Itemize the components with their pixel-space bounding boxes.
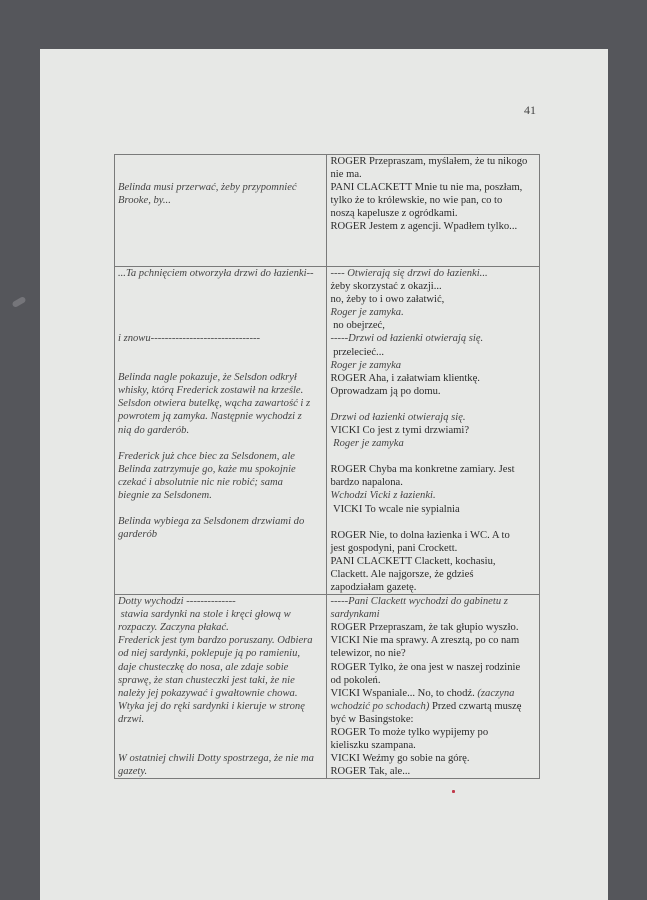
dialogue-line: PANI CLACKETT Mnie tu nie ma, poszłam,	[330, 182, 523, 194]
stage-direction-line: Belinda wybiega za Selsdonem drzwiami do	[118, 516, 305, 528]
stage-direction-line: powrotem ją zamyka. Następnie wychodzi z	[118, 411, 302, 423]
stage-direction-line: Frederick już chce biec za Selsdonem, ale	[118, 450, 295, 462]
stage-directions-cell	[115, 595, 327, 779]
dialogue-line: VICKI Weźmy go sobie na górę.	[330, 753, 470, 765]
page-number: 41	[524, 103, 536, 117]
stage-direction-line	[118, 168, 324, 181]
dialogue-line: noszą kapelusze z ogródkami.	[330, 208, 458, 220]
dialogue-line	[330, 687, 537, 700]
stage-direction-line	[118, 437, 324, 450]
stage-direction-line: garderób	[118, 529, 158, 541]
stage-direction-line: i znowu-------------------------------	[118, 333, 261, 345]
dialogue-line	[330, 516, 537, 529]
dialogue-line: ROGER Tylko, że ona jest w naszej rodzinie	[330, 661, 521, 673]
dialogue-line: VICKI Co jest z tymi drzwiami?	[330, 425, 470, 437]
dialogue-line: telewizor, no nie?	[330, 648, 406, 660]
dialogue-line: VICKI To wcale nie sypialnia	[330, 503, 460, 515]
dialogue-line: Drzwi od łazienki otwierają się.	[330, 411, 466, 423]
dialogue-line	[330, 450, 537, 463]
stage-direction-inline: wchodzić po schodach)	[330, 700, 430, 712]
dialogue-line: Clackett. Ale najgorsze, że gdzieś	[330, 568, 474, 580]
stage-direction-line: Dotty wychodzi --------------	[118, 596, 236, 608]
dialogue-line: ---- Otwierają się drzwi do łazienki...	[330, 268, 488, 279]
stage-direction-line: od niej sardynki, poklepuje ją po ramieniu,	[118, 648, 301, 660]
stage-directions-cell	[115, 267, 327, 595]
stage-direction-line: Wtyka jej do ręki sardynki i kieruje w stronę	[118, 700, 305, 712]
stage-direction-line: Belinda zatrzymuje go, każe mu spokojnie	[118, 463, 296, 475]
dialogue-line: Roger je zamyka	[330, 359, 402, 371]
stage-direction-line: Brooke, by...	[118, 195, 171, 207]
stage-direction-line	[118, 358, 324, 371]
stage-directions-cell	[115, 155, 327, 267]
dialogue-line: nie ma.	[330, 169, 362, 181]
dialogue-line: PANI CLACKETT Clackett, kochasiu,	[330, 555, 496, 567]
dialogue-line: Wchodzi Vicki z łazienki.	[330, 490, 436, 502]
stage-direction-line: rozpaczy. Zaczyna płakać.	[118, 622, 229, 634]
dialogue-text: VICKI Wspaniale... No, to chodź.	[330, 687, 478, 699]
table-row	[115, 267, 540, 595]
dialogue-line: ROGER Przepraszam, myślałem, że tu nikogo	[330, 156, 528, 167]
stage-direction-line	[118, 739, 324, 752]
stage-direction-line	[118, 293, 324, 306]
stage-direction-line: biegnie za Selsdonem.	[118, 489, 212, 501]
dialogue-line: Oprowadzam ją po domu.	[330, 385, 441, 397]
stage-direction-line: nią do garderób.	[118, 424, 190, 436]
dialogue-line: VICKI Nie ma sprawy. A zresztą, po co nam	[330, 635, 520, 647]
stage-direction-line	[118, 502, 324, 515]
stage-direction-line: sprawę, że stan chusteczki jest taki, że nie	[118, 674, 295, 686]
stage-direction-line	[118, 319, 324, 332]
dialogue-line	[330, 700, 537, 713]
stage-direction-line: stawia sardynki na stole i kręci głową w	[118, 609, 291, 621]
dialogue-cell	[327, 155, 540, 267]
dialogue-line: tylko że to królewskie, no wie pan, co to	[330, 195, 503, 207]
dialogue-line: przelecieć...	[330, 346, 385, 358]
dialogue-line: od pokoleń.	[330, 674, 381, 686]
stage-direction-line	[118, 155, 324, 168]
stage-direction-line: Belinda musi przerwać, żeby przypomnieć	[118, 182, 297, 193]
stage-direction-line: Belinda nagle pokazuje, że Selsdon odkrył	[118, 372, 297, 384]
dialogue-line: no obejrzeć,	[330, 320, 385, 332]
dialogue-line: jest gospodyni, pani Crockett.	[330, 542, 458, 554]
dialogue-line: żeby skorzystać z okazji...	[330, 281, 442, 293]
stage-direction-line	[118, 726, 324, 739]
dialogue-line: no, żeby to i owo załatwić,	[330, 294, 445, 306]
stage-direction-inline: (zaczyna	[477, 687, 515, 699]
dialogue-line: ROGER Przepraszam, że tak głupio wyszło.	[330, 622, 519, 634]
dialogue-line: zapodziałam gazetę.	[330, 581, 417, 593]
stage-direction-line	[118, 306, 324, 319]
dialogue-line: ROGER Chyba ma konkretne zamiary. Jest	[330, 464, 515, 476]
dialogue-line: -----Drzwi od łazienki otwierają się.	[330, 333, 484, 345]
stage-direction-line: W ostatniej chwili Dotty spostrzega, że nie ma	[118, 753, 314, 764]
stage-direction-line: drzwi.	[118, 713, 145, 725]
scan-smudge	[11, 296, 26, 308]
stage-direction-line: Selsdon otwiera butelkę, wącha zawartość i z	[118, 398, 311, 410]
dialogue-line: ROGER Nie, to dolna łazienka i WC. A to	[330, 529, 510, 541]
table-row	[115, 595, 540, 779]
stage-direction-line	[118, 345, 324, 358]
stage-direction-line	[118, 280, 324, 293]
script-table	[114, 154, 540, 779]
red-mark	[452, 790, 455, 793]
stage-direction-line: czekać i absolutnie nic nie robić; sama	[118, 476, 283, 488]
dialogue-cell	[327, 267, 540, 595]
dialogue-line: -----Pani Clackett wychodzi do gabinetu z	[330, 596, 508, 608]
dialogue-line: bardzo napalona.	[330, 477, 403, 489]
table-row	[115, 155, 540, 267]
dialogue-line: sardynkami	[330, 609, 380, 621]
dialogue-cell	[327, 595, 540, 779]
dialogue-line: kieliszku szampana.	[330, 740, 416, 752]
dialogue-line: ROGER Aha, i załatwiam klientkę.	[330, 372, 480, 384]
dialogue-text: Przed czwartą muszę	[429, 700, 522, 712]
dialogue-line	[330, 398, 537, 411]
stage-direction-line: gazety.	[118, 766, 148, 778]
stage-direction-line: należy jej pokazywać i gwałtownie chowa.	[118, 687, 298, 699]
dialogue-line: być w Basingstoke:	[330, 713, 414, 725]
stage-direction-line: whisky, którą Frederick zostawił na krześle.	[118, 385, 304, 397]
dialogue-line: ROGER Jestem z agencji. Wpadłem tylko...	[330, 221, 518, 233]
stage-direction-line: daje chusteczkę do nosa, ale zdaje sobie	[118, 661, 289, 673]
stage-direction-line: Frederick jest tym bardzo poruszany. Odbiera	[118, 635, 313, 647]
dialogue-line: ROGER Tak, ale...	[330, 766, 411, 778]
dialogue-line: Roger je zamyka.	[330, 307, 404, 319]
stage-direction-line: ...Ta pchnięciem otworzyła drzwi do łazienki--	[118, 268, 314, 279]
dialogue-line: ROGER To może tylko wypijemy po	[330, 727, 489, 738]
dialogue-line: Roger je zamyka	[330, 438, 404, 450]
